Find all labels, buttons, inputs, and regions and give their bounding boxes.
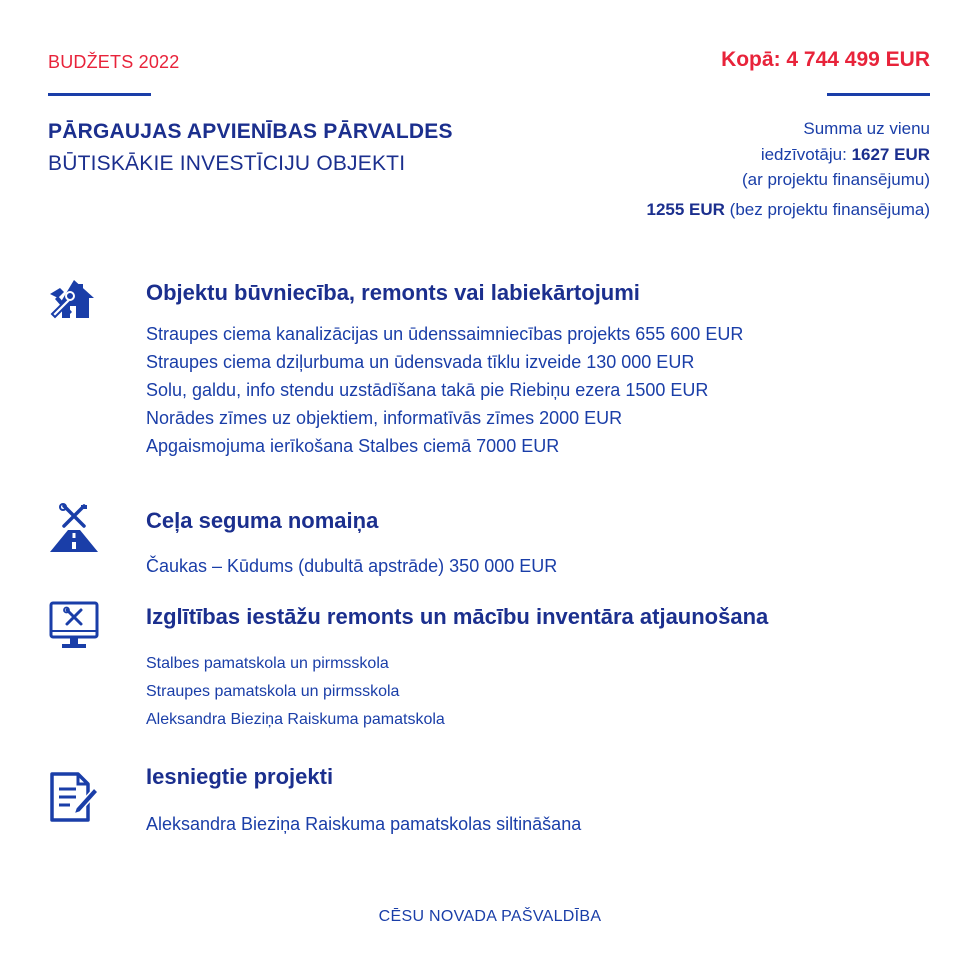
- per-capita-block: [510, 116, 930, 222]
- per-capita-value-with-projects: 1627 EUR: [851, 144, 930, 164]
- list-item: Norādes zīmes uz objektiem, informatīvās zīmes 2000 EUR: [146, 408, 623, 428]
- list-item: Stalbes pamatskola un pirmsskola: [146, 655, 389, 672]
- section-items: [146, 650, 445, 734]
- budget-year-label: BUDŽETS 2022: [48, 52, 180, 72]
- list-item: Apgaismojuma ierīkošana Stalbes ciemā 7000 EUR: [146, 436, 560, 456]
- list-item: Aleksandra Bieziņa Raiskuma pamatskola: [146, 711, 445, 728]
- section-items: [146, 320, 743, 460]
- list-item: Čaukas – Kūdums (dubultā apstrāde) 350 000 EUR: [146, 556, 558, 576]
- document-pen-icon: [48, 766, 100, 826]
- list-item: Aleksandra Bieziņa Raiskuma pamatskolas siltināšana: [146, 814, 582, 834]
- list-item: Straupes ciema dziļurbuma un ūdensvada tīklu izveide 130 000 EUR: [146, 352, 695, 372]
- per-capita-value-without-projects: 1255 EUR: [646, 199, 725, 219]
- per-capita-prefix: iedzīvotāju:: [760, 144, 852, 164]
- tools-house-icon: [48, 274, 100, 326]
- per-capita-line2: [510, 142, 930, 168]
- page-subtitle: BŪTISKĀKIE INVESTĪCIJU OBJEKTI: [48, 152, 406, 175]
- per-capita-suffix: (bez projektu finansējuma): [724, 199, 930, 219]
- page-title: PĀRGAUJAS APVIENĪBAS PĀRVALDES: [48, 120, 453, 143]
- section-items: [146, 810, 581, 838]
- list-item: Straupes pamatskola un pirmsskola: [146, 683, 400, 700]
- computer-tools-icon: [48, 600, 100, 652]
- per-capita-line1: Summa uz vienu: [803, 119, 930, 138]
- per-capita-line3: (ar projektu finansējumu): [741, 170, 930, 189]
- road-repair-icon: [48, 502, 100, 554]
- list-item: Straupes ciema kanalizācijas un ūdenssaimniecības projekts 655 600 EUR: [146, 324, 744, 344]
- section-items: [146, 552, 557, 580]
- section-title: Objektu būvniecība, remonts vai labiekārtojumi: [146, 280, 640, 305]
- total-amount-label: Kopā: 4 744 499 EUR: [721, 48, 930, 71]
- section-title: Izglītības iestāžu remonts un mācību inventāra atjaunošana: [146, 604, 769, 629]
- divider-left: [48, 93, 151, 96]
- list-item: Solu, galdu, info stendu uzstādīšana takā pie Riebiņu ezera 1500 EUR: [146, 380, 709, 400]
- footer-organization: CĒSU NOVADA PAŠVALDĪBA: [378, 908, 602, 925]
- divider-right: [827, 93, 930, 96]
- section-title: Ceļa seguma nomaiņa: [146, 508, 379, 533]
- section-title: Iesniegtie projekti: [146, 764, 334, 789]
- per-capita-line4: [510, 197, 930, 223]
